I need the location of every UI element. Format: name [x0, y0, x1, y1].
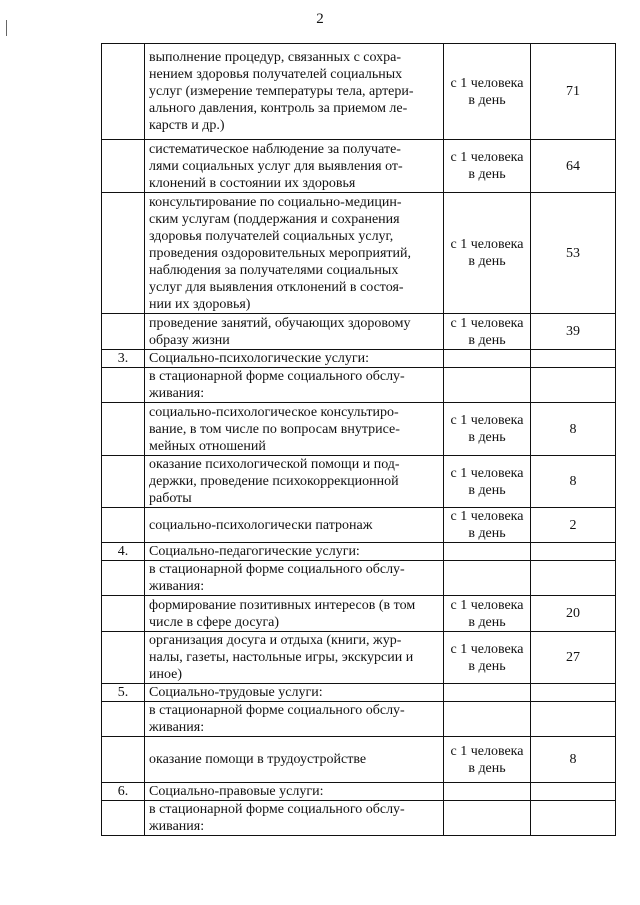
row-number [102, 193, 145, 314]
page-number: 2 [316, 11, 324, 27]
service-value [531, 368, 616, 403]
service-description: Социально-психологические услуги: [145, 350, 444, 368]
service-unit [444, 684, 531, 702]
table-row [102, 561, 616, 596]
table-row [102, 140, 616, 193]
service-unit: с 1 человека в день [444, 737, 531, 783]
service-unit [444, 543, 531, 561]
table-row [102, 508, 616, 543]
row-number: 6. [102, 783, 145, 801]
row-number [102, 44, 145, 140]
service-value: 8 [531, 737, 616, 783]
row-number: 3. [102, 350, 145, 368]
service-description: проведение занятий, обучающих здоровому образу жизни [145, 314, 444, 350]
service-description: формирование позитивных интересов (в том числе в сфере досуга) [145, 596, 444, 632]
service-unit: с 1 человека в день [444, 596, 531, 632]
service-value [531, 801, 616, 836]
service-value: 8 [531, 403, 616, 456]
services-table [101, 43, 616, 836]
row-number [102, 314, 145, 350]
table-row [102, 702, 616, 737]
service-description: Социально-правовые услуги: [145, 783, 444, 801]
service-description: оказание психологической помощи и под- держки, проведение психокоррекционной работы [145, 456, 444, 508]
service-unit: с 1 человека в день [444, 193, 531, 314]
service-value: 39 [531, 314, 616, 350]
table-row [102, 456, 616, 508]
table-row [102, 44, 616, 140]
services-table-body [102, 44, 616, 836]
service-value [531, 543, 616, 561]
table-row [102, 632, 616, 684]
row-number [102, 596, 145, 632]
service-unit [444, 350, 531, 368]
table-row [102, 801, 616, 836]
service-value [531, 350, 616, 368]
row-number [102, 737, 145, 783]
table-row [102, 368, 616, 403]
table-row [102, 314, 616, 350]
row-number [102, 368, 145, 403]
table-row [102, 684, 616, 702]
table-row [102, 350, 616, 368]
service-unit: с 1 человека в день [444, 403, 531, 456]
service-unit [444, 801, 531, 836]
service-unit: с 1 человека в день [444, 456, 531, 508]
service-unit [444, 368, 531, 403]
row-number: 4. [102, 543, 145, 561]
table-row [102, 596, 616, 632]
service-description: в стационарной форме социального обслу- живания: [145, 801, 444, 836]
service-value: 8 [531, 456, 616, 508]
row-number [102, 140, 145, 193]
row-number [102, 801, 145, 836]
service-value: 64 [531, 140, 616, 193]
service-description: в стационарной форме социального обслу- живания: [145, 702, 444, 737]
service-unit [444, 783, 531, 801]
service-value [531, 783, 616, 801]
margin-mark [6, 20, 7, 36]
table-row [102, 783, 616, 801]
service-description: в стационарной форме социального обслу- живания: [145, 561, 444, 596]
service-description: систематическое наблюдение за получате- лями социальных услуг для выявления от- клонений в состоянии их здоровья [145, 140, 444, 193]
service-value [531, 702, 616, 737]
service-value [531, 561, 616, 596]
row-number [102, 702, 145, 737]
row-number [102, 632, 145, 684]
service-unit: с 1 человека в день [444, 314, 531, 350]
row-number [102, 508, 145, 543]
service-unit: с 1 человека в день [444, 140, 531, 193]
service-unit: с 1 человека в день [444, 632, 531, 684]
service-description: в стационарной форме социального обслу- живания: [145, 368, 444, 403]
row-number [102, 403, 145, 456]
service-description: консультирование по социально-медицин- ским услугам (поддержания и сохранения здоровья получателей социальных услуг, проведения оздоровительных мероприятий, наблюдения за получателями социальных услуг для выявления отклонений в состоя- нии их здоровья) [145, 193, 444, 314]
table-row [102, 543, 616, 561]
table-row [102, 193, 616, 314]
table-row [102, 403, 616, 456]
service-description: Социально-трудовые услуги: [145, 684, 444, 702]
service-value: 20 [531, 596, 616, 632]
service-description: Социально-педагогические услуги: [145, 543, 444, 561]
service-description: социально-психологически патронаж [145, 508, 444, 543]
service-unit [444, 561, 531, 596]
service-description: выполнение процедур, связанных с сохра- нением здоровья получателей социальных услуг (измерение температуры тела, артери- ального давления, контроль за приемом ле- карств и др.) [145, 44, 444, 140]
table-row [102, 737, 616, 783]
service-value [531, 684, 616, 702]
service-unit: с 1 человека в день [444, 508, 531, 543]
service-value: 27 [531, 632, 616, 684]
row-number: 5. [102, 684, 145, 702]
row-number [102, 561, 145, 596]
service-value: 71 [531, 44, 616, 140]
service-description: организация досуга и отдыха (книги, жур- налы, газеты, настольные игры, экскурсии и иное) [145, 632, 444, 684]
service-value: 53 [531, 193, 616, 314]
service-unit: с 1 человека в день [444, 44, 531, 140]
service-description: оказание помощи в трудоустройстве [145, 737, 444, 783]
service-unit [444, 702, 531, 737]
row-number [102, 456, 145, 508]
service-value: 2 [531, 508, 616, 543]
service-description: социально-психологическое консультиро- вание, в том числе по вопросам внутрисе- мейных отношений [145, 403, 444, 456]
